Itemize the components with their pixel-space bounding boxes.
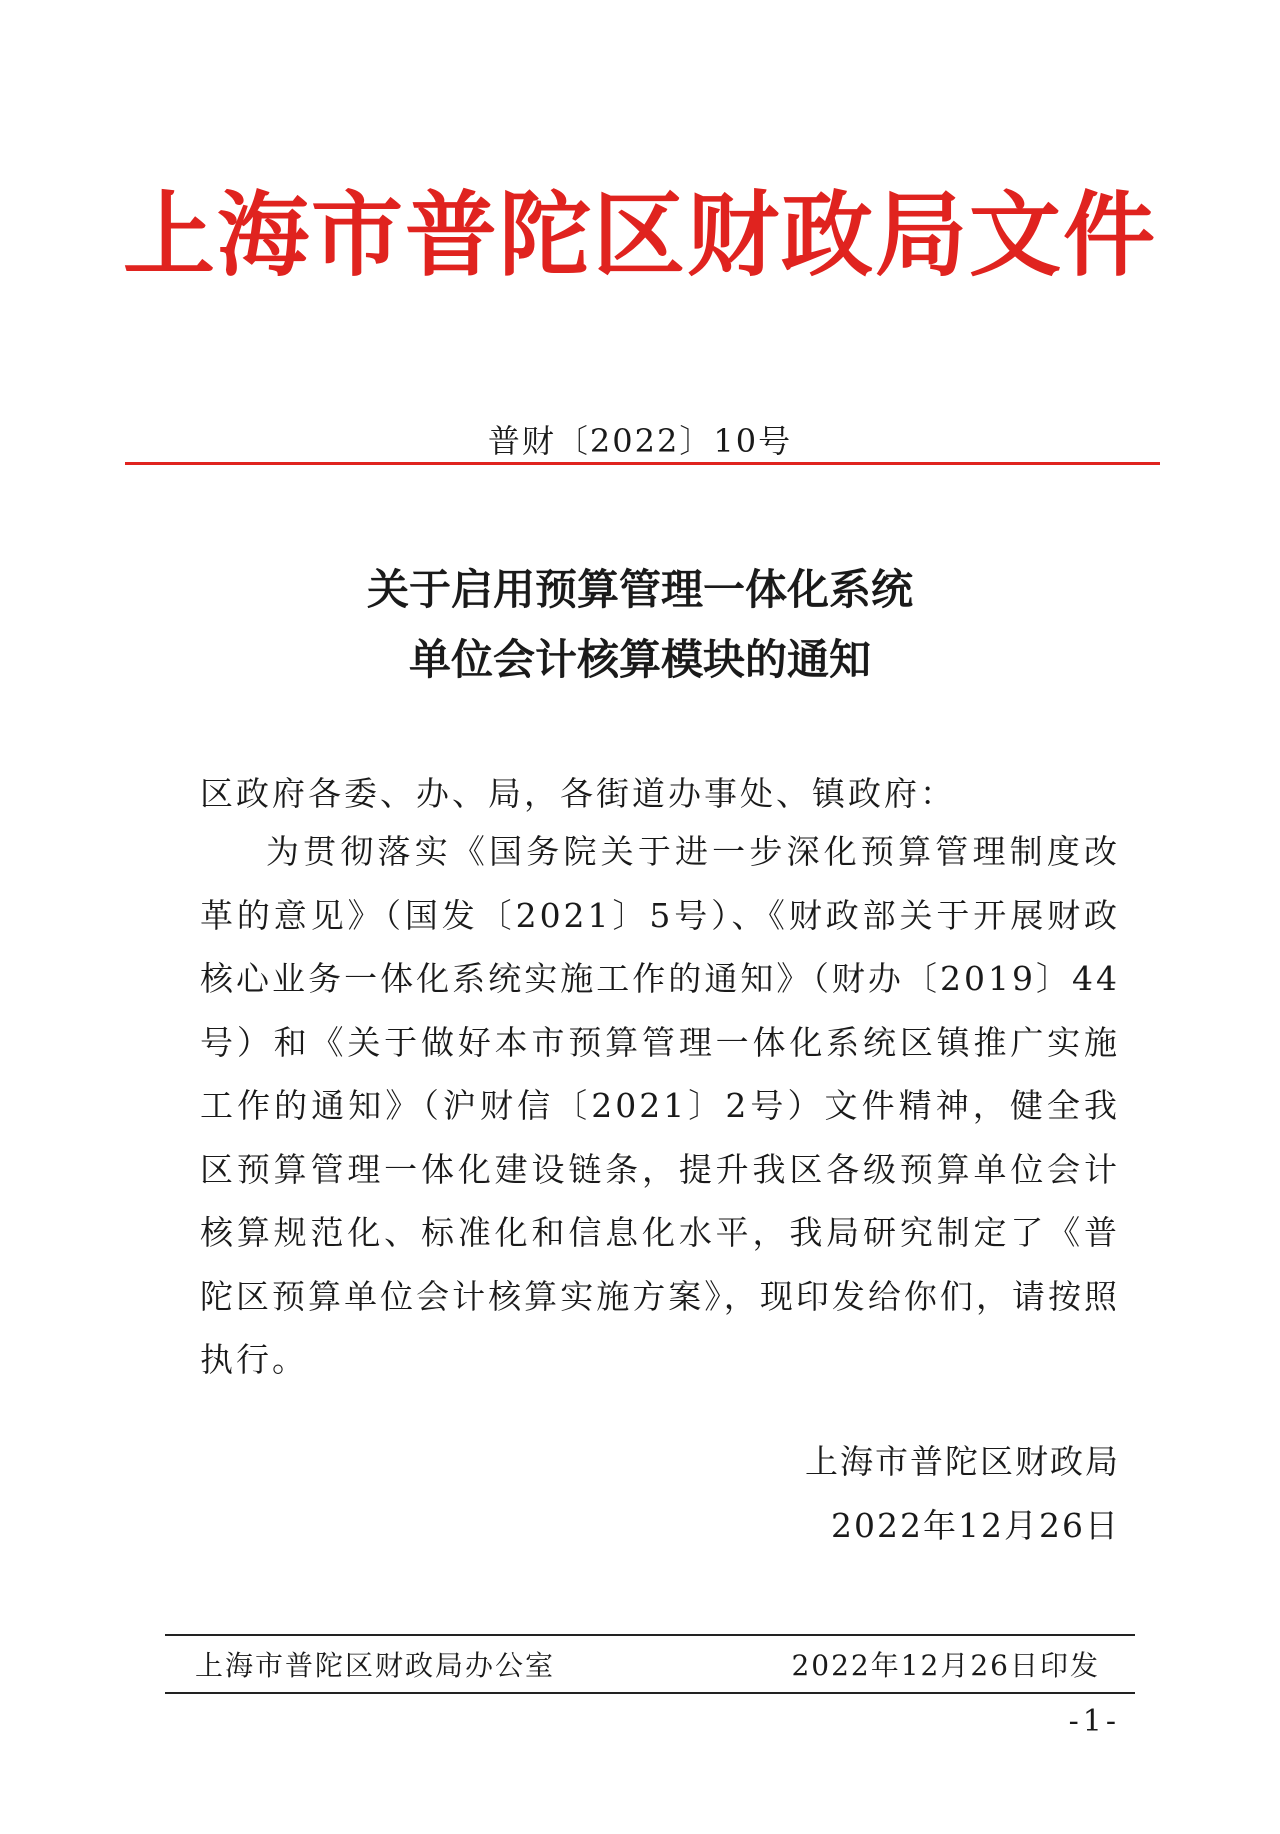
signature-block <box>760 1430 1120 1558</box>
addressee: 区政府各委、办、局，各街道办事处、镇政府： <box>200 774 956 813</box>
document-number: 普财〔2022〕10号 <box>487 422 793 460</box>
footer-top-rule <box>165 1634 1135 1636</box>
document-title <box>120 555 1160 695</box>
red-divider-line <box>125 462 1160 465</box>
signature-organization: 上海市普陀区财政局 <box>805 1442 1120 1481</box>
issuing-authority-header: 上海市普陀区财政局文件 <box>122 181 1157 289</box>
signature-date: 2022年12月26日 <box>831 1506 1120 1545</box>
footer-issuer: 上海市普陀区财政局办公室 <box>195 1649 556 1682</box>
body-paragraph: 为贯彻落实《国务院关于进一步深化预算管理制度改革的意见》（国发〔2021〕5号）、《财政部关于开展财政核心业务一体化系统实施工作的通知》（财办〔2019〕44号）和《关于做好本市预算管理一体化系统区镇推广实施工作的通知》（沪财信〔2021〕2号）文件精神，健全我区预算管理一体化建设链条，提升我区各级预算单位会计核算规范化、标准化和信息化水平，我局研究制定了《普陀区预算单位会计核算实施方案》，现印发给你们，请按照执行。 <box>200 832 1120 1379</box>
document-title-line-1: 关于启用预算管理一体化系统 <box>366 565 913 614</box>
page-number: -1- <box>1068 1704 1120 1739</box>
document-title-line-2: 单位会计核算模块的通知 <box>408 635 871 684</box>
footer-bottom-rule <box>165 1692 1135 1694</box>
footer-issue-date: 2022年12月26日印发 <box>791 1649 1100 1682</box>
